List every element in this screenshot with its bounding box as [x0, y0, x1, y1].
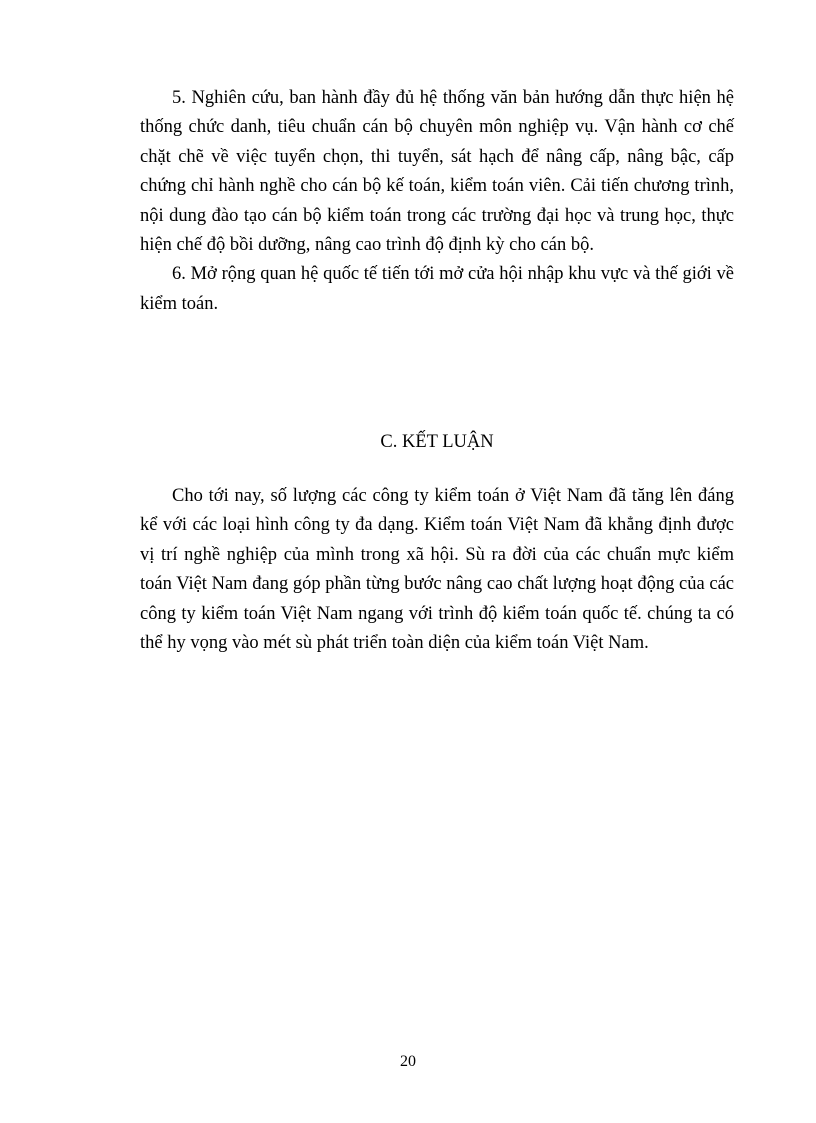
section-title: C. KẾT LUẬN — [380, 432, 494, 452]
paragraph-item-6: 6. Mở rộng quan hệ quốc tế tiến tới mở cửa hội nhập khu vực và thế giới về kiểm toán. — [140, 264, 734, 314]
conclusion-paragraph: Cho tới nay, số lượng các công ty kiểm toán ở Việt Nam đã tăng lên đáng kể với các loại hình công ty đa dạng. Kiểm toán Việt Nam đã khẳng định được vị trí nghề nghiệp của mình trong xã hội. Sù ra đời của các chuẩn mực kiểm toán Việt Nam đang góp phần từng bước nâng cao chất lượng hoạt động của các công ty kiểm toán Việt Nam ngang với trình độ kiểm toán quốc tế. chúng ta có thể hy vọng vào mét sù phát triển toàn diện của kiểm toán Việt Nam. — [140, 486, 734, 654]
body-text — [140, 84, 734, 319]
page-number: 20 — [400, 1053, 416, 1070]
conclusion-section — [140, 482, 734, 658]
paragraph-item-5: 5. Nghiên cứu, ban hành đầy đủ hệ thống văn bản hướng dẫn thực hiện hệ thống chức danh, tiêu chuẩn cán bộ chuyên môn nghiệp vụ. Vận hành cơ chế chặt chẽ về việc tuyển chọn, thi tuyển, sát hạch để nâng cấp, nâng bậc, cấp chứng chỉ hành nghề cho cán bộ kế toán, kiểm toán viên. Cải tiến chương trình, nội dung đào tạo cán bộ kiểm toán trong các trường đại học và trung học, thực hiện chế độ bồi dưỡng, nâng cao trình độ định kỳ cho cán bộ. — [140, 88, 734, 256]
